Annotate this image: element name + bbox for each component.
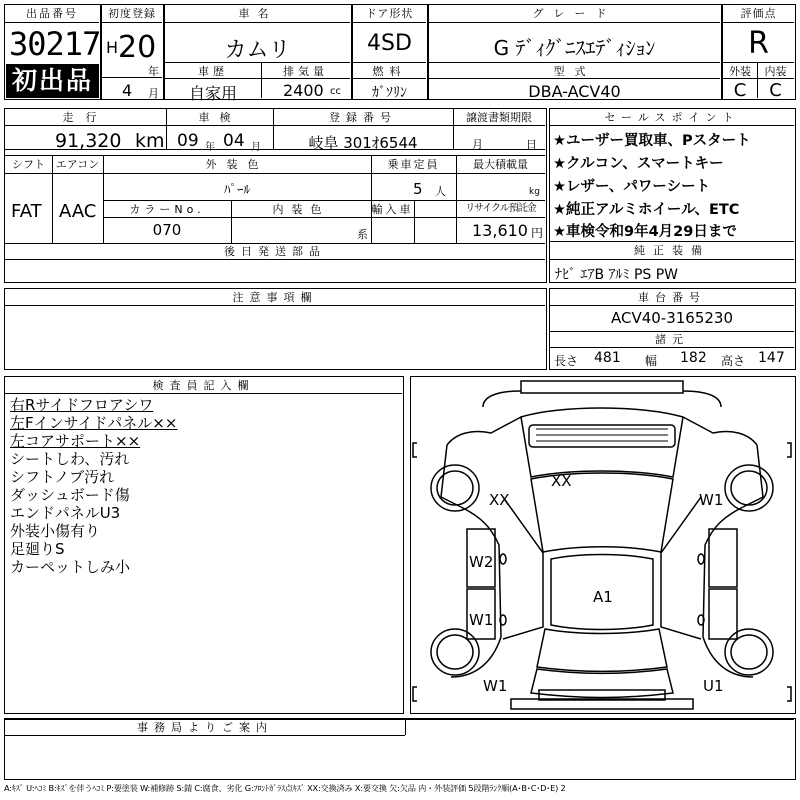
interior-grade-label: 内装 xyxy=(764,65,787,78)
score-label: 評価点 xyxy=(740,7,777,20)
exterior-color-label: 外装色 xyxy=(205,158,269,171)
score-box xyxy=(722,4,796,100)
fuel: ｶﾞｿﾘﾝ xyxy=(372,85,407,101)
notes-label: 注意事項欄 xyxy=(232,291,318,304)
aircon: AAC xyxy=(59,201,97,222)
mileage-unit: km xyxy=(135,130,165,152)
inspection-month-unit: 月 xyxy=(251,142,261,153)
shift: FAT xyxy=(11,201,42,222)
exterior-color: ﾊﾟｰﾙ xyxy=(224,183,250,198)
damage-diagram-box xyxy=(410,376,796,714)
transfer-month-unit: 月 xyxy=(472,138,483,151)
mileage: 91,320 xyxy=(55,130,122,152)
sales-point-2: ★クルコン、スマートキー xyxy=(553,156,724,172)
inspector-note-line: 外装小傷有り xyxy=(10,522,101,540)
inspector-label: 検査員記入欄 xyxy=(152,379,255,392)
car-diagram xyxy=(411,377,794,712)
mark-u1-rear-right: U1 xyxy=(703,677,724,695)
door-type-label: ドア形状 xyxy=(365,7,414,20)
capacity-label: 乗車定員 xyxy=(387,158,440,171)
mileage-label: 走行 xyxy=(62,111,109,124)
width: 182 xyxy=(680,350,707,366)
interior-color-suffix: 系 xyxy=(357,228,368,241)
capacity-unit: 人 xyxy=(435,185,446,198)
length: 481 xyxy=(594,350,621,366)
exterior-grade: C xyxy=(733,80,747,101)
inspection-year: 09 xyxy=(177,131,199,151)
inspection-year-unit: 年 xyxy=(205,142,215,153)
chassis-number: ACV40-3165230 xyxy=(610,309,734,327)
first-reg-month-unit: 月 xyxy=(148,87,159,100)
displacement: 2400 xyxy=(283,81,324,100)
sales-point-5: ★車検令和9年4月29日まで xyxy=(553,224,737,240)
transfer-deadline-label: 譲渡書類期限 xyxy=(466,111,532,124)
inspector-note-line: シフトノブ汚れ xyxy=(10,468,115,486)
first-reg-year: 20 xyxy=(118,30,157,65)
mark-w1-rear-left-door: W1 xyxy=(469,611,494,629)
first-reg-year-unit: 年 xyxy=(148,65,159,78)
mark-xx-left: XX xyxy=(489,491,510,509)
equipment-label: 純正装備 xyxy=(634,244,710,257)
inspection-label: 車検 xyxy=(198,111,241,124)
fuel-label: 燃料 xyxy=(372,65,407,78)
notes-box xyxy=(4,288,547,370)
lot-number: 30217 xyxy=(9,25,101,63)
plate-label: 登録番号 xyxy=(329,111,397,124)
recycle-label: リサイクル預託金 xyxy=(465,203,536,214)
first-reg-month: 4 xyxy=(122,81,133,100)
grade: G ﾃﾞｨｸﾞﾆｽｴﾃﾞｨｼｮﾝ xyxy=(493,36,656,60)
mark-a1-roof: A1 xyxy=(593,588,613,606)
model-code: DBA-ACV40 xyxy=(528,82,621,101)
color-no-label: カラーNo. xyxy=(129,203,205,216)
exterior-grade-label: 外装 xyxy=(729,65,751,78)
interior-color-label: 内装色 xyxy=(272,203,330,216)
height: 147 xyxy=(758,350,785,366)
legend: A:ｷｽﾞ U:ﾍｺﾐ B:ｷｽﾞを伴うﾍｺﾐ P:要塗装 W:補修跡 S:錆 C:腐食、劣化 G:ﾌﾛﾝﾄｶﾞﾗｽ点ｷｽﾞ XX:交換済み X:要交換 欠:欠品 内・外装評価 5段階ﾗﾝｸ順(A･B･C･D･E) 2 xyxy=(4,783,566,793)
aircon-label: エアコン xyxy=(55,158,100,171)
recycle-unit: 円 xyxy=(531,226,544,240)
mark-w1-rear-left: W1 xyxy=(483,677,508,695)
mark-xx-hood: XX xyxy=(551,472,572,490)
chassis-label: 車台番号 xyxy=(638,291,706,304)
equipment-value: ﾅﾋﾞ ｴｱB ｱﾙﾐ PS PW xyxy=(555,267,679,283)
plate: 岐阜 301ｵ6544 xyxy=(308,134,418,152)
import-label: 輸入車 xyxy=(371,203,414,216)
later-parts-label: 後日発送部品 xyxy=(224,245,326,258)
inspector-note-line: シートしわ、汚れ xyxy=(10,450,130,468)
first-reg-label: 初度登録 xyxy=(108,7,156,20)
inspector-note-line: 左Fインサイドパネル×× xyxy=(10,414,178,432)
transfer-day-unit: 日 xyxy=(526,138,537,151)
width-label: 幅 xyxy=(645,354,658,368)
history-label: 車歴 xyxy=(198,65,228,78)
first-reg-era: H xyxy=(106,38,119,57)
inspector-note-line: カーペットしみ小 xyxy=(10,558,131,576)
sales-point-3: ★レザー、パワーシート xyxy=(553,179,711,195)
inspection-month: 04 xyxy=(223,131,245,151)
door-type-box xyxy=(352,4,428,100)
score: R xyxy=(748,26,769,61)
displacement-label: 排気量 xyxy=(283,65,328,78)
inspector-note-line: 右Rサイドフロアシワ xyxy=(10,396,154,414)
interior-grade: C xyxy=(769,80,782,101)
dimensions-label: 諸元 xyxy=(655,333,689,346)
recycle: 13,610 xyxy=(472,221,528,240)
chassis-box xyxy=(549,288,796,370)
displacement-unit: cc xyxy=(330,86,341,97)
inspector-box xyxy=(4,376,404,714)
office-notice-label: 事務局よりご案内 xyxy=(137,721,273,734)
capacity: 5 xyxy=(413,180,423,198)
color-no: 070 xyxy=(152,221,182,239)
model-code-label: 型式 xyxy=(553,65,596,78)
height-label: 高さ xyxy=(721,354,746,368)
office-notice-box xyxy=(4,718,796,780)
max-load-label: 最大積載量 xyxy=(473,158,528,171)
car-name-box xyxy=(164,4,352,103)
mark-w2-front-left-door: W2 xyxy=(469,553,494,571)
sales-points-label: セールスポイント xyxy=(604,111,740,124)
grade-box xyxy=(428,4,722,100)
sales-point-4: ★純正アルミホイール、ETC xyxy=(553,202,740,218)
car-name-label: 車名 xyxy=(238,7,277,20)
first-listing-badge: 初出品 xyxy=(6,64,99,98)
mark-w1-front-right: W1 xyxy=(699,491,724,509)
history: 自家用 xyxy=(188,84,237,103)
inspector-note-line: 足廻りS xyxy=(10,540,65,558)
lot-number-label: 出品番号 xyxy=(26,7,78,20)
first-registration-box xyxy=(101,4,164,100)
vehicle-info-box xyxy=(4,108,547,283)
shift-label: シフト xyxy=(12,158,45,171)
max-load-unit: kg xyxy=(529,187,540,197)
door-type: 4SD xyxy=(367,31,412,56)
length-label: 長さ xyxy=(554,354,579,368)
car-name: カムリ xyxy=(224,38,291,63)
inspector-note-line: エンドパネルU3 xyxy=(10,504,121,522)
inspector-note-line: 左コアサポート×× xyxy=(10,432,141,450)
inspector-note-line: ダッシュボード傷 xyxy=(10,486,130,504)
grade-label: グレード xyxy=(532,7,617,20)
sales-points-box xyxy=(549,108,796,283)
sales-point-1: ★ユーザー買取車、Pスタート xyxy=(553,133,751,149)
